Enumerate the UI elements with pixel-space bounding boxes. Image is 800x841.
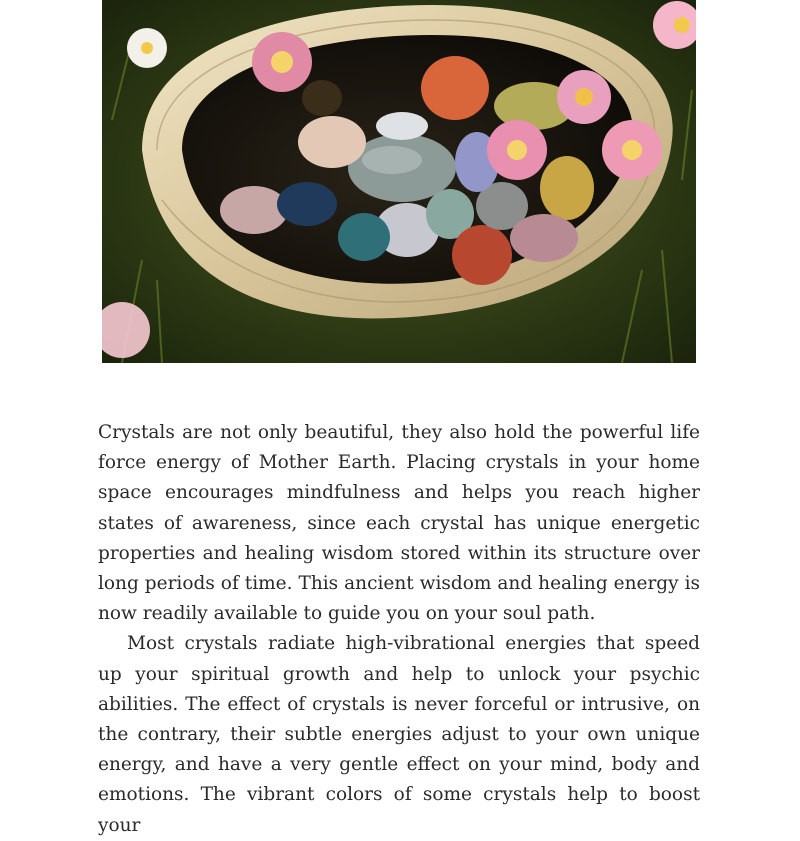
body-text bbox=[98, 418, 700, 841]
paragraph: Crystals are not only beautiful, they also hold the powerful life force energy of Mother Earth. Placing crystals in your home space encourages mindfulness and helps you reach higher states of awareness, since each crystal has unique energetic properties and healing wisdom stored within its structure over long periods of time. This ancient wisdom and healing energy is now readily available to guide you on your soul path. bbox=[98, 422, 700, 625]
paragraph: Most crystals radiate high-vibrational energies that speed up your spiritual growth and help to unlock your psychic abilities. The effect of crystals is never forceful or intrusive, on the contrary, their subtle energies adjust to your own unique energy, and have a very gentle effect on your mind, body and emotions. The vibrant colors of some crystals help to boost your bbox=[98, 633, 700, 836]
crystal-basket-photo bbox=[102, 0, 696, 363]
